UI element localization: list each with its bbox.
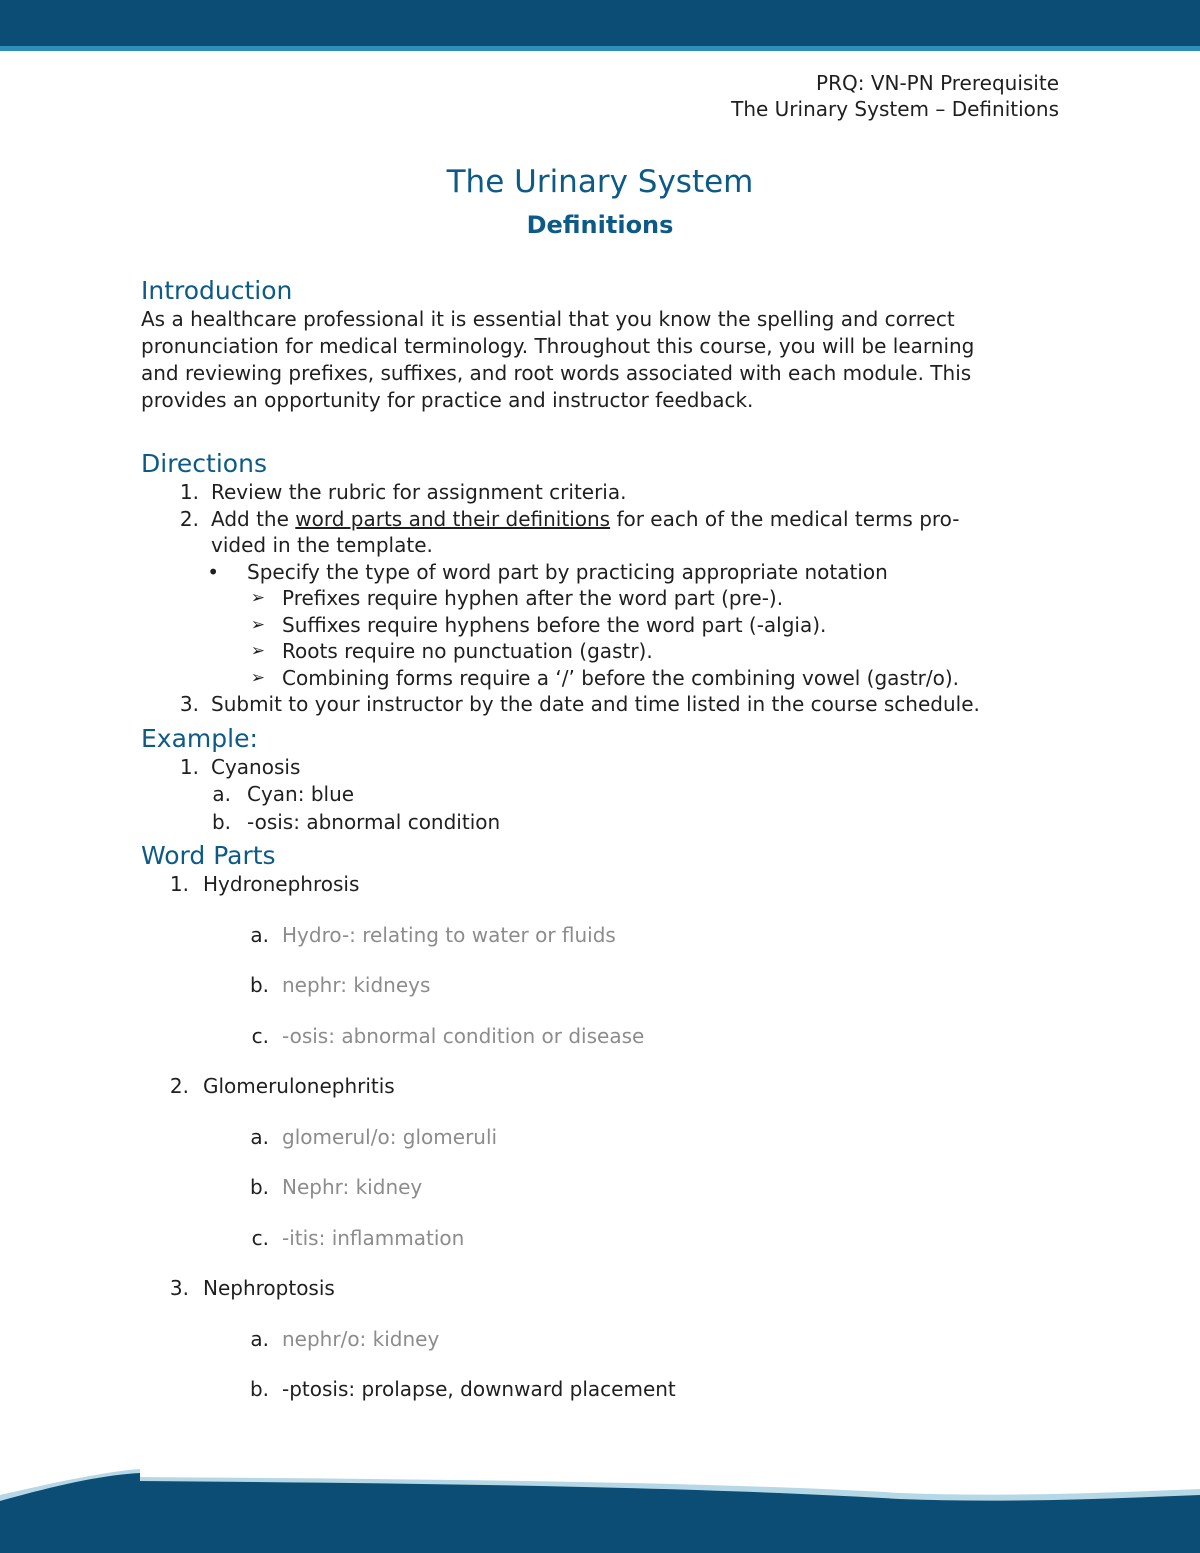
introduction-text: As a healthcare professional it is essential that you know the spelling and correct pronunciation for medical terminology. Throughout this course, you will be learning and reviewing prefixes, suffixes, and root words associated with each module. This provides an opportunity for practice and instructor feedback. bbox=[141, 307, 975, 412]
header-accent-line bbox=[0, 46, 1200, 51]
running-header bbox=[731, 70, 1059, 122]
definition-item: b. nephr: kidneys bbox=[249, 973, 431, 997]
definition-item: a. nephr/o: kidney bbox=[250, 1326, 440, 1351]
list-item: 2. Add the word parts and their definitions for each of the medical terms pro- bbox=[179, 506, 960, 531]
definition-item: c. -itis: inflammation bbox=[251, 1225, 465, 1250]
sub-item: a. Cyan: blue bbox=[212, 782, 355, 806]
definition-item: a. glomerul/o: glomeruli bbox=[250, 1124, 498, 1149]
introduction-heading: Introduction bbox=[141, 276, 293, 305]
definition-item: c. -osis: abnormal condition or disease bbox=[251, 1023, 645, 1048]
bullet-item: • Specify the type of word part by practicing appropriate notation bbox=[207, 559, 888, 584]
term-item: 3. Nephroptosis bbox=[169, 1276, 335, 1300]
course-label: PRQ: VN-PN Prerequisite bbox=[816, 71, 1059, 95]
word-parts-link: word parts and their definitions bbox=[295, 506, 611, 531]
header-band bbox=[0, 0, 1200, 46]
term-item: 2. Glomerulonephritis bbox=[169, 1074, 395, 1098]
list-item: 3. Submit to your instructor by the date and time listed in the course schedule. bbox=[179, 692, 980, 716]
document-body bbox=[141, 276, 1061, 1403]
arrow-item: ➢ Prefixes require hyphen after the word part (pre-). bbox=[250, 586, 784, 610]
list-item-continued: vided in the template. bbox=[211, 533, 433, 557]
sub-item: b. -osis: abnormal condition bbox=[211, 809, 501, 834]
footer-wave bbox=[0, 1463, 1200, 1553]
arrow-item: ➢ Suffixes require hyphens before the word part (-algia). bbox=[250, 612, 827, 637]
page-title: The Urinary System bbox=[446, 164, 754, 200]
definition-item: b. -ptosis: prolapse, downward placement bbox=[249, 1377, 676, 1401]
directions-heading: Directions bbox=[141, 449, 267, 478]
definition-item: a. Hydro-: relating to water or fluids bbox=[250, 922, 616, 947]
arrow-item: ➢ Roots require no punctuation (gastr). bbox=[250, 639, 653, 663]
word-parts-heading: Word Parts bbox=[141, 841, 276, 870]
example-heading: Example: bbox=[141, 723, 258, 753]
list-item: 1. Review the rubric for assignment criteria. bbox=[179, 480, 627, 504]
arrow-item: ➢ Combining forms require a ‘/’ before the combining vowel (gastr/o). bbox=[250, 665, 960, 690]
definition-item: b. Nephr: kidney bbox=[249, 1175, 423, 1199]
list-item: 1. Cyanosis bbox=[179, 754, 301, 779]
document-label: The Urinary System – Definitions bbox=[731, 97, 1059, 121]
page-subtitle: Definitions bbox=[526, 211, 674, 239]
term-item: 1. Hydronephrosis bbox=[169, 872, 360, 896]
